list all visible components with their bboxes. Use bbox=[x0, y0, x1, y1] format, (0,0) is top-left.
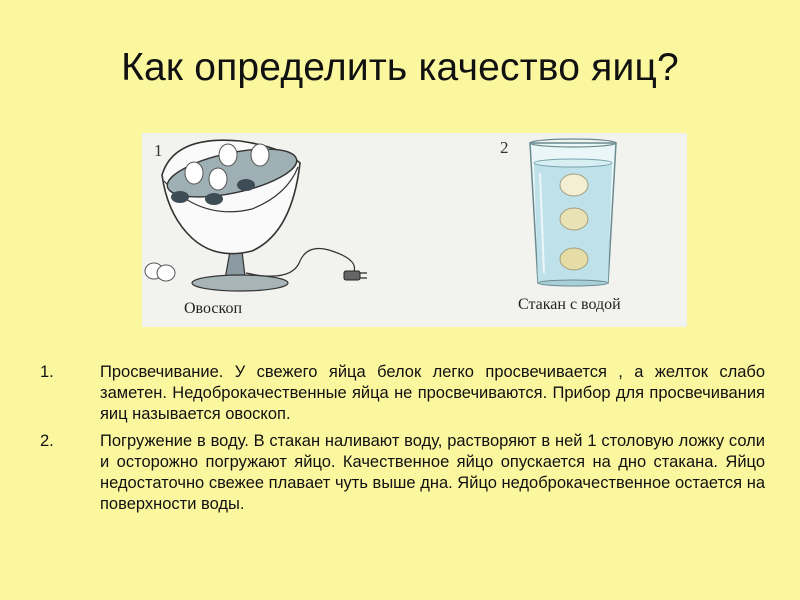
panel2-caption: Стакан с водой bbox=[518, 296, 621, 313]
method-list bbox=[40, 362, 765, 521]
list-item-text: Просвечивание. У свежего яйца белок легко просвечивается , а желток слабо заметен. Недоброкачественные яйца не просвечиваются. Прибор для просвечивания яиц называется овоскоп. bbox=[100, 363, 765, 423]
list-item bbox=[40, 431, 765, 515]
list-item-number: 1. bbox=[40, 363, 54, 381]
egg-testing-illustration bbox=[142, 133, 687, 327]
panel1-caption: Овоскоп bbox=[184, 300, 243, 317]
list-item bbox=[40, 362, 765, 425]
ovoscope-drawing bbox=[145, 140, 367, 317]
panel2-number: 2 bbox=[500, 138, 509, 157]
panel1-number: 1 bbox=[154, 141, 163, 160]
list-item-text: Погружение в воду. В стакан наливают воду, растворяют в ней 1 столовую ложку соли и осторожно погружают яйцо. Качественное яйцо опускается на дно стакана. Яйцо недостаточно свежее плавает чуть выше дна. Яйцо недоброкачественное остается на поверхности воды. bbox=[100, 432, 765, 513]
list-item-number: 2. bbox=[40, 432, 54, 450]
slide-title: Как определить качество яиц? bbox=[121, 46, 679, 89]
glass-with-water-drawing bbox=[500, 138, 621, 313]
